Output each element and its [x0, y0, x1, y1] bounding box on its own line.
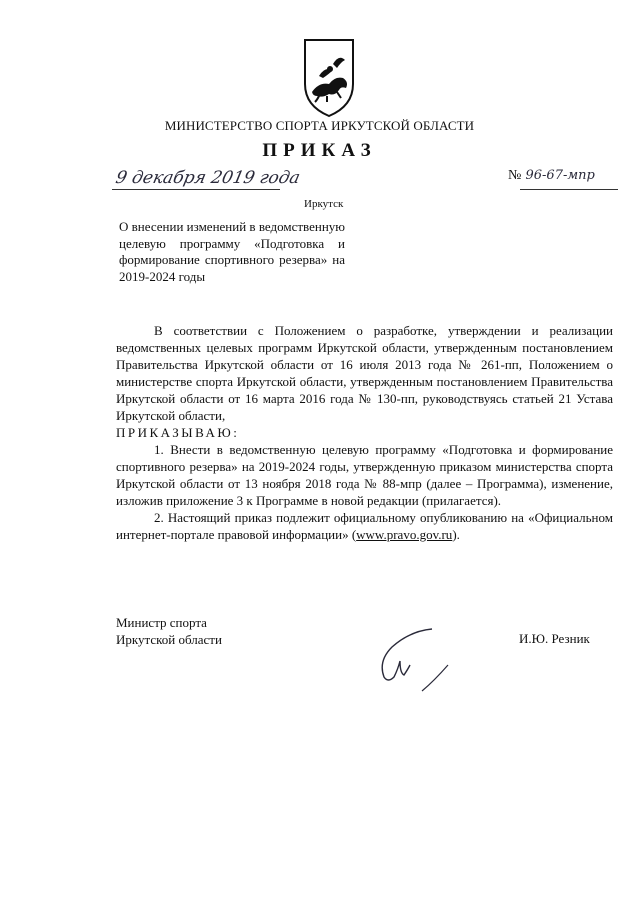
preamble: В соответствии с Положением о разработке, утверждении и реализации ведомственных целевых программ Иркутской области, утвержденным постановлением Правительства Иркутской области от 16 июля 2013 года № 261-пп, Положением о министерстве спорта Иркутской области, утвержденным постановлением Правительства Иркутской области от 16 марта 2016 года № 130-пп, руководствуясь статьей 21 Устава Иркутской области, [116, 323, 613, 423]
order-item-2 [116, 509, 613, 543]
signatory-position [116, 614, 222, 648]
position-line-2: Иркутской области [116, 632, 222, 647]
order-word: ПРИКАЗЫВАЮ: [116, 425, 240, 440]
order-body [116, 322, 613, 543]
date-underline [112, 189, 280, 190]
position-line-1: Министр спорта [116, 615, 207, 630]
order-item-2-text: 2. Настоящий приказ подлежит официальному опубликованию на «Официальном интернет-портале правовой информации» ( [116, 510, 613, 542]
signatory-name: И.Ю. Резник [519, 631, 590, 646]
order-date: 9 декабря 2019 года [113, 168, 302, 188]
ministry-name: МИНИСТЕРСТВО СПОРТА ИРКУТСКОЙ ОБЛАСТИ [164, 118, 475, 133]
order-item-1: 1. Внести в ведомственную целевую программу «Подготовка и формирование спортивного резерва» на 2019-2024 годы, утвержденную приказом министерства спорта Иркутской области от 13 ноября 2018 года № 88-мпр (далее – Программа), изменение, изложив приложение 3 к Программе в новой редакции (прилагается). [116, 442, 613, 508]
order-number-value: 96-67-мпр [525, 168, 595, 183]
city: Иркутск [304, 198, 344, 210]
number-sign: № [508, 168, 522, 183]
order-subject: О внесении изменений в ведомственную целевую программу «Подготовка и формирование спортивного резерва» на 2019-2024 годы [119, 219, 345, 284]
number-underline [520, 189, 618, 190]
irkutsk-coat-of-arms-icon [299, 36, 359, 118]
document-title: ПРИКАЗ [262, 140, 377, 161]
order-number [508, 168, 595, 184]
order-item-2-end: ). [452, 527, 460, 542]
pravo-link[interactable]: www.pravo.gov.ru [356, 527, 453, 542]
handwritten-signature-icon [370, 625, 470, 695]
